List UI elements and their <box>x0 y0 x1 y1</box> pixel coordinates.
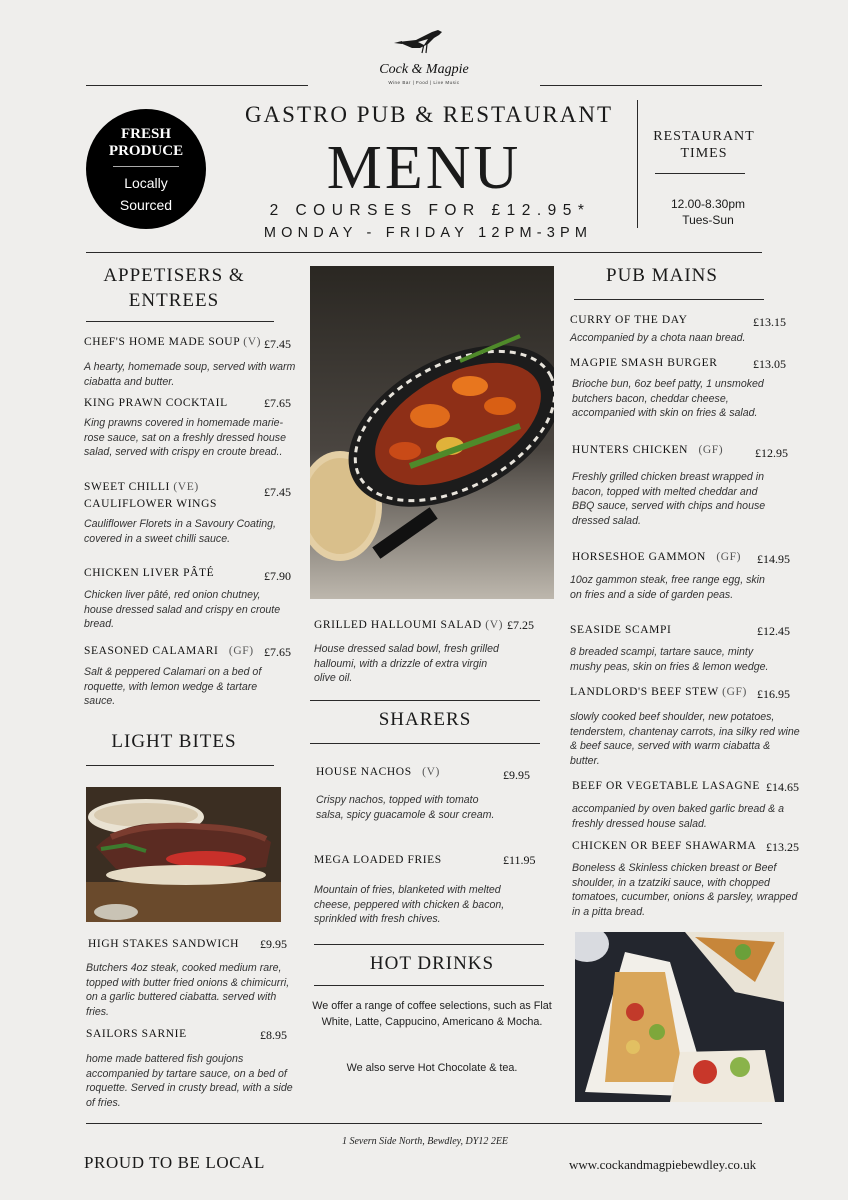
hot-drinks-text-2: We also serve Hot Chocolate & tea. <box>346 1062 518 1074</box>
menu-item-desc: Chicken liver pâté, red onion chutney, house dressed salad and crispy en croute bread. <box>84 589 281 630</box>
menu-item-desc: Mountain of fries, blanketed with melted cheese, peppered with chicken & bacon, sprinkled with fresh chives. <box>314 884 505 925</box>
menu-item-desc: home made battered fish goujons accompanied by tartare sauce, on a bed of roquette. Served in crusty bread, with a side of fries. <box>86 1053 293 1109</box>
menu-item-desc: Salt & peppered Calamari on a bed of roquette, with lemon wedge & tartare sauce. <box>84 666 262 707</box>
menu-item-price: £12.95 <box>755 446 788 460</box>
menu-item-desc: 8 breaded scampi, tartare sauce, minty mushy peas, skin on fries & lemon wedge. <box>570 646 769 673</box>
hot-drinks-text-1: We offer a range of coffee selections, such as Flat White, Latte, Cappucino, Americano & Mocha. <box>312 1000 552 1028</box>
menu-item-name: MAGPIE SMASH BURGER <box>570 357 718 369</box>
badge-line4: Sourced <box>119 197 173 213</box>
menu-item-desc: Crispy nachos, topped with tomato salsa, spicy guacamole & sour cream. <box>316 794 495 821</box>
menu-item-price: £7.90 <box>264 569 291 583</box>
brand-logo <box>374 26 474 96</box>
header-rule-left <box>86 85 308 86</box>
menu-item-name: CHICKEN LIVER PÂTÉ <box>84 567 215 579</box>
footer-website[interactable]: www.cockandmagpiebewdley.co.uk <box>569 1157 757 1172</box>
fresh-produce-badge <box>86 109 206 229</box>
footer-address: 1 Severn Side North, Bewdley, DY12 2EE <box>341 1136 509 1147</box>
times-rule <box>655 173 745 174</box>
menu-item-price: £13.25 <box>766 840 799 854</box>
menu-item-desc: Butchers 4oz steak, cooked medium rare, topped with butter fried onions & chimicurri, on a garlic buttered ciabatta. served with fries. <box>86 962 290 1018</box>
times-hours: 12.00-8.30pm <box>670 197 746 211</box>
header-subtitle: GASTRO PUB & RESTAURANT <box>244 102 614 127</box>
menu-item-price: £7.25 <box>507 618 534 632</box>
badge-line3: Locally <box>124 175 168 191</box>
pub-mains-title: PUB MAINS <box>606 265 718 286</box>
menu-item-desc: A hearty, homemade soup, served with warm ciabatta and butter. <box>84 361 296 388</box>
page-title: MENU <box>326 134 522 202</box>
light-bites-title: LIGHT BITES <box>111 731 237 752</box>
badge-divider <box>113 166 179 167</box>
menu-item-price: £14.65 <box>766 780 799 794</box>
sharers-title: SHARERS <box>378 709 472 730</box>
menu-item-name-line2: CAULIFLOWER WINGS <box>84 498 217 510</box>
menu-item-desc: Boneless & Skinless chicken breast or Beef shoulder, in a tzatziki sauce, with chopped tomatoes, cucumber, onions & parsley, wrapped in a pitta bread. <box>572 862 798 918</box>
footer-rule <box>86 1123 762 1124</box>
footer-slogan: PROUD TO BE LOCAL <box>84 1153 266 1172</box>
hot-drinks-rule-bottom <box>314 985 544 986</box>
hot-drinks-title: HOT DRINKS <box>369 953 495 974</box>
menu-item-price: £13.15 <box>753 315 786 329</box>
steak-sandwich-photo <box>86 787 281 922</box>
header-divider <box>637 100 638 228</box>
menu-item-price: £7.45 <box>264 337 291 351</box>
menu-item-name: HIGH STAKES SANDWICH <box>88 938 239 950</box>
menu-item-desc: accompanied by oven baked garlic bread & a freshly dressed house salad. <box>572 803 785 830</box>
menu-item-name: KING PRAWN COCKTAIL <box>84 397 228 409</box>
menu-item-price: £7.65 <box>264 396 291 410</box>
menu-item-desc: Brioche bun, 6oz beef patty, 1 unsmoked butchers bacon, cheddar cheese, accompanied with skin on fries & salad. <box>572 378 764 419</box>
times-title-2: TIMES <box>680 146 728 161</box>
stew-bowl-photo <box>310 266 554 599</box>
sharers-rule-top <box>310 700 540 701</box>
menu-item-price: £7.65 <box>264 645 291 659</box>
times-days: Tues-Sun <box>682 213 734 227</box>
menu-item-name: HUNTERS CHICKEN (GF) <box>572 444 724 456</box>
menu-item-name: GRILLED HALLOUMI SALAD (V) <box>314 619 504 631</box>
menu-item-price: £13.05 <box>753 357 786 371</box>
pub-mains-rule <box>574 299 764 300</box>
menu-item-name: CURRY OF THE DAY <box>570 314 688 326</box>
appetisers-title-1: APPETISERS & <box>103 265 245 286</box>
header-rule-right <box>540 85 762 86</box>
menu-item-name: HORSESHOE GAMMON (GF) <box>572 551 742 563</box>
menu-item-desc: King prawns covered in homemade marie-rose sauce, sat on a freshly dressed house salad, served with crispy en croute bread.. <box>84 417 286 458</box>
menu-item-name: SAILORS SARNIE <box>86 1028 187 1040</box>
menu-item-name: SEASONED CALAMARI (GF) <box>84 645 254 657</box>
menu-item-desc: Cauliflower Florets in a Savoury Coating, covered in a sweet chilli sauce. <box>84 518 276 545</box>
header-bottom-rule <box>86 252 762 253</box>
menu-item-name: LANDLORD'S BEEF STEW (GF) <box>570 686 747 698</box>
appetisers-rule <box>86 321 274 322</box>
sharers-rule-bottom <box>310 743 540 744</box>
offer-line2: MONDAY - FRIDAY 12PM-3PM <box>263 225 593 241</box>
offer-line1: 2 COURSES FOR £12.95* <box>269 202 591 219</box>
menu-item-price: £9.95 <box>503 768 530 782</box>
brand-name: Cock & Magpie <box>379 62 469 77</box>
menu-item-price: £7.45 <box>264 485 291 499</box>
appetisers-title-2: ENTREES <box>128 290 220 311</box>
menu-item-price: £12.45 <box>757 624 790 638</box>
menu-item-desc: Accompanied by a chota naan bread. <box>570 332 746 344</box>
menu-item-price: £8.95 <box>260 1028 287 1042</box>
menu-item-name: SEASIDE SCAMPI <box>570 624 672 636</box>
menu-item-price: £11.95 <box>503 853 536 867</box>
menu-item-name: BEEF OR VEGETABLE LASAGNE <box>572 780 760 792</box>
menu-item-name: HOUSE NACHOS (V) <box>316 766 440 778</box>
menu-item-name: CHEF'S HOME MADE SOUP (V) <box>84 336 262 348</box>
magpie-icon <box>394 26 454 60</box>
menu-item-name: SWEET CHILLI (VE) <box>84 481 199 493</box>
menu-item-desc: 10oz gammon steak, free range egg, skin on fries and a side of garden peas. <box>570 574 765 601</box>
menu-item-desc: House dressed salad bowl, fresh grilled halloumi, with a drizzle of extra virgin olive oil. <box>314 643 499 684</box>
brand-tagline: Wine Bar | Food | Live Music <box>388 80 460 85</box>
badge-line1: FRESH <box>120 126 171 142</box>
menu-item-name: CHICKEN OR BEEF SHAWARMA <box>572 840 757 852</box>
menu-item-price: £9.95 <box>260 937 287 951</box>
menu-item-desc: Freshly grilled chicken breast wrapped in bacon, topped with melted cheddar and BBQ sauce, served with chips and house dressed salad. <box>572 471 766 527</box>
hot-drinks-rule-top <box>314 944 544 945</box>
menu-item-price: £16.95 <box>757 687 790 701</box>
light-bites-rule <box>86 765 274 766</box>
times-title-1: RESTAURANT <box>653 129 755 144</box>
menu-item-name: MEGA LOADED FRIES <box>314 854 442 866</box>
badge-line2: PRODUCE <box>108 143 184 159</box>
shawarma-photo <box>575 932 784 1102</box>
menu-item-desc: slowly cooked beef shoulder, new potatoes, tenderstem, chantenay carrots, ina silky red wine & beef sauce, served with warm ciabatta & butter. <box>570 711 800 767</box>
menu-item-price: £14.95 <box>757 552 790 566</box>
